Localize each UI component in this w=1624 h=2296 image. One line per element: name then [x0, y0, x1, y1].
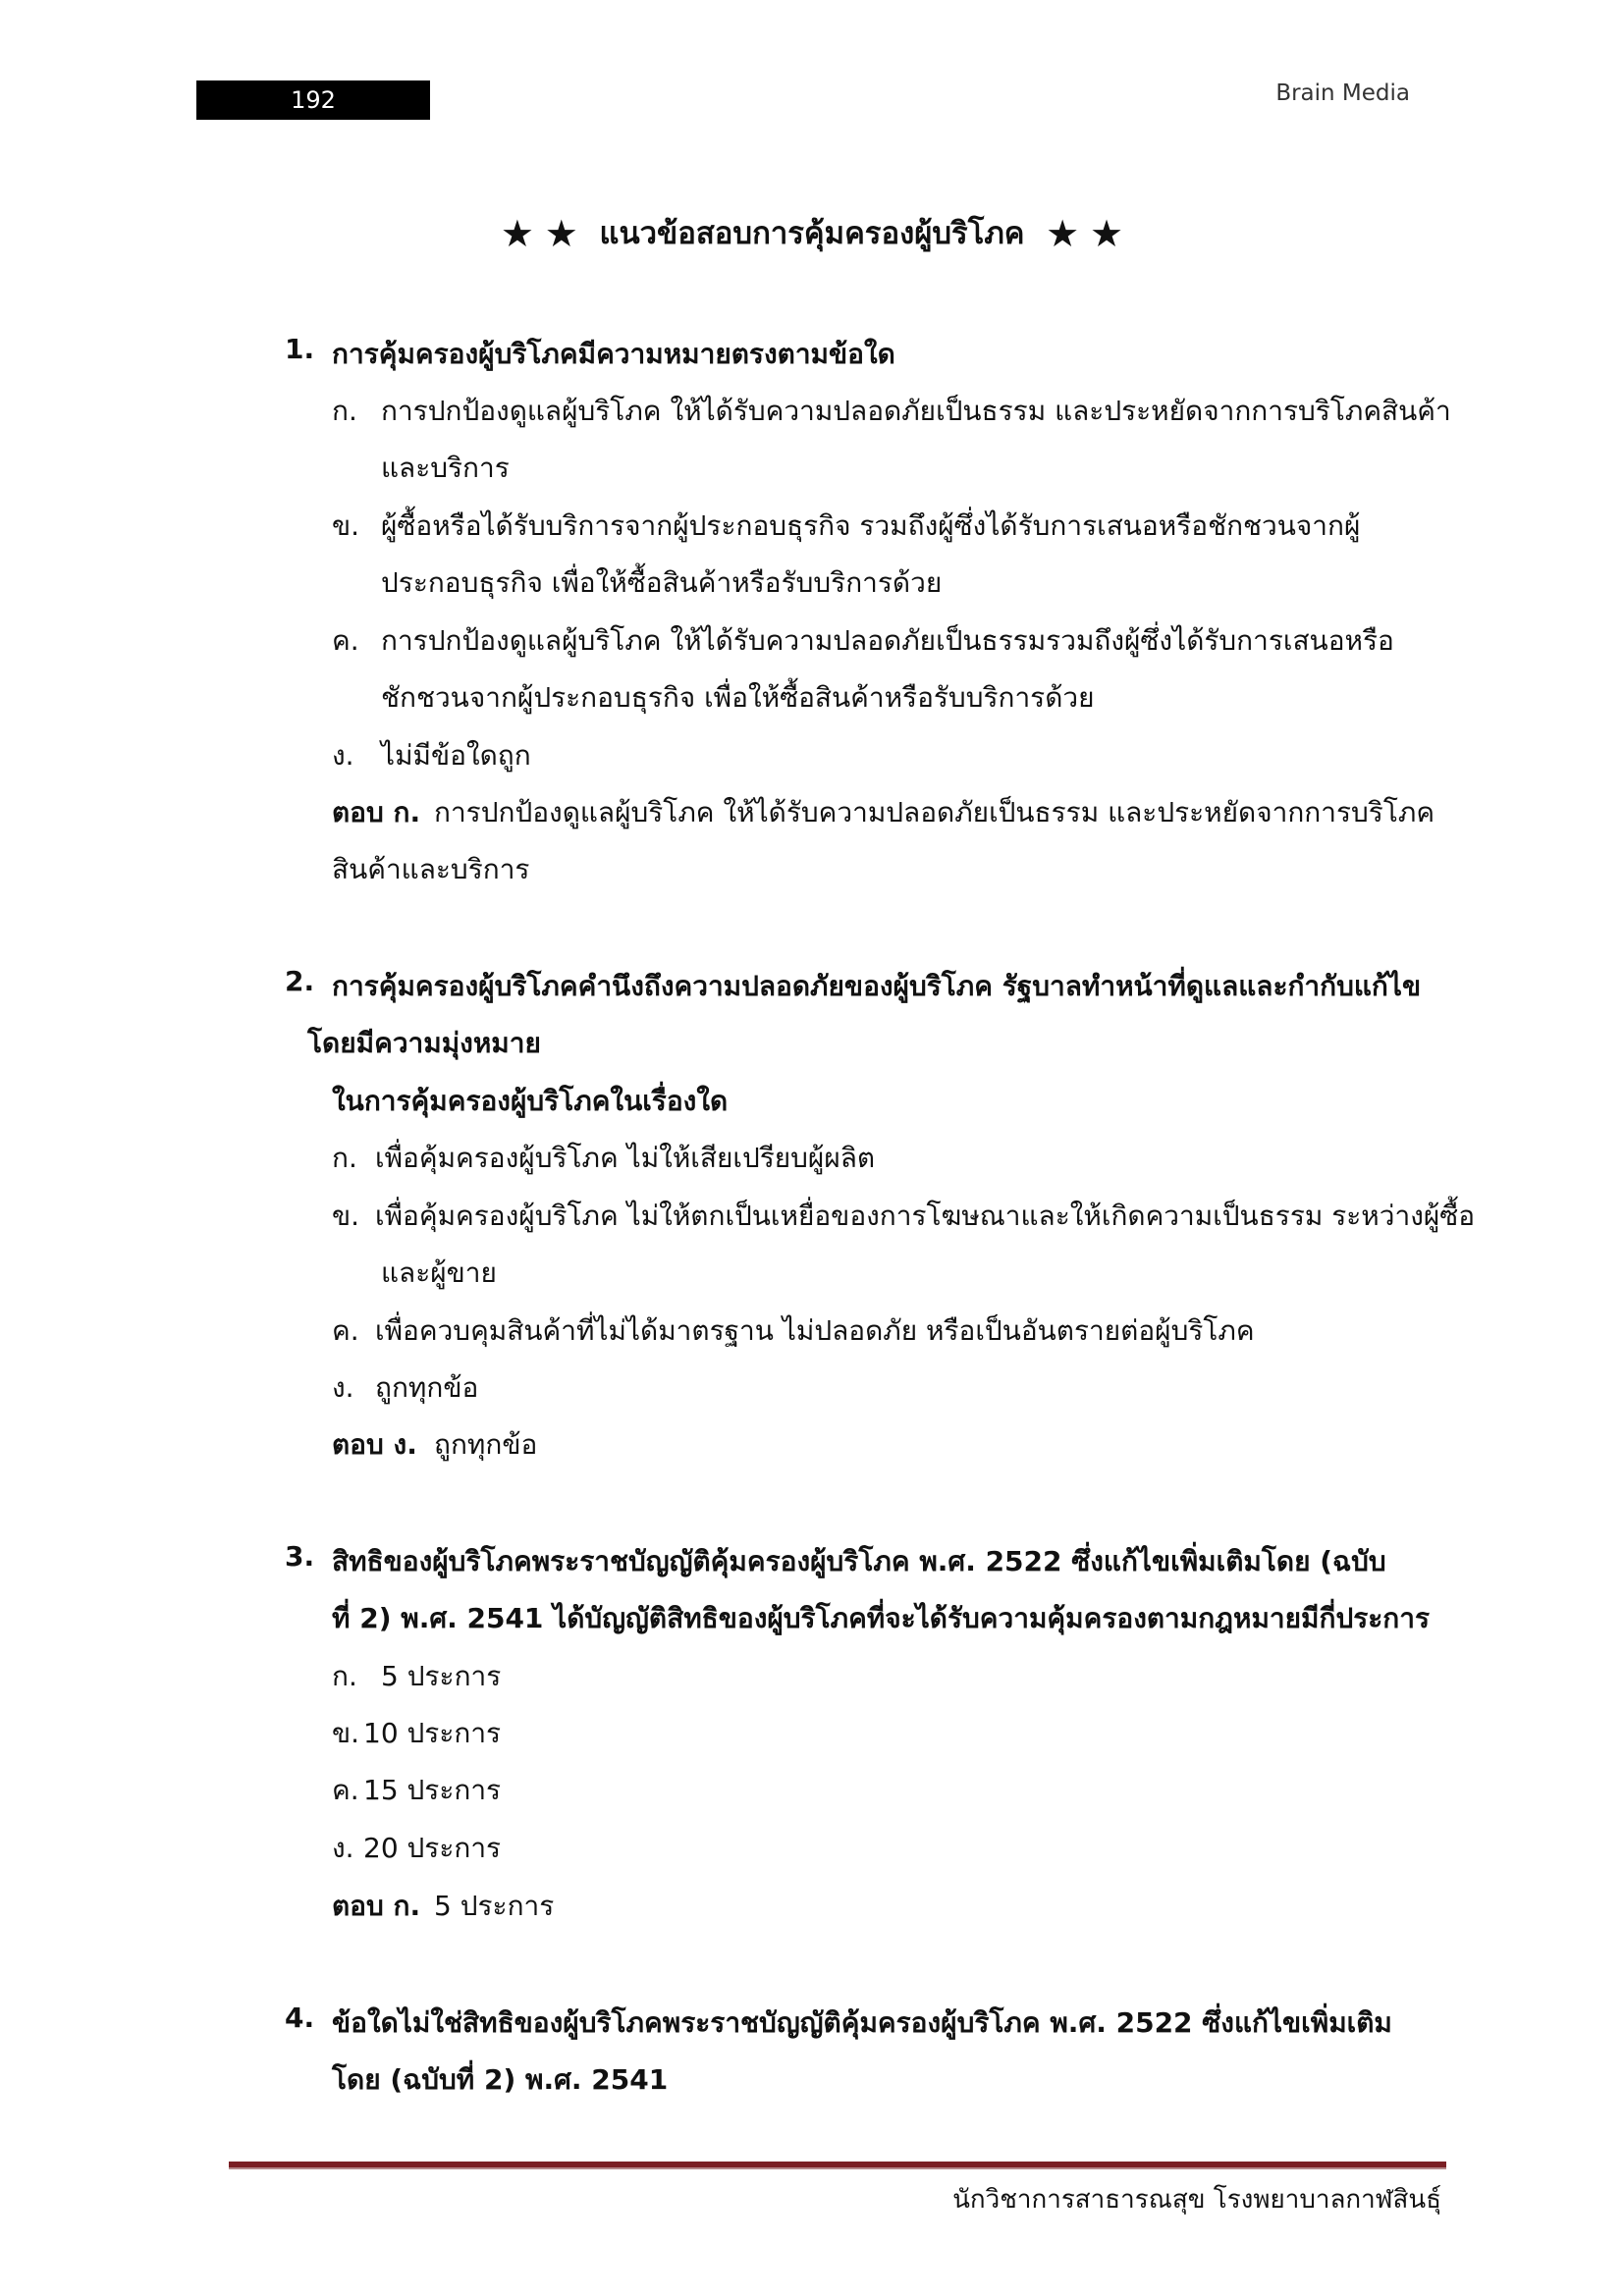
question-number: 3.	[285, 1540, 315, 1573]
star-icon: ★	[1046, 212, 1080, 255]
answer-text: สินค้าและบริการ	[332, 853, 530, 885]
question-text: ข้อใดไม่ใช่สิทธิของผู้บริโภคพระราชบัญญัติคุ้มครองผู้บริโภค พ.ศ. 2522 ซึ่งแก้ไขเพิ่มเติม	[332, 2006, 1392, 2039]
option-label: ก.	[332, 395, 357, 427]
option-text: 5 ประการ	[381, 1660, 502, 1692]
option-text: ถูกทุกข้อ	[375, 1371, 479, 1404]
option-text: เพื่อคุ้มครองผู้บริโภค ไม่ให้ตกเป็นเหยื่อของการโฆษณาและให้เกิดความเป็นธรรม ระหว่างผู้ซื้อ	[375, 1200, 1476, 1232]
option-text: เพื่อควบคุมสินค้าที่ไม่ได้มาตรฐาน ไม่ปลอดภัย หรือเป็นอันตรายต่อผู้บริโภค	[375, 1314, 1255, 1347]
option-label: ง.	[332, 1832, 354, 1864]
option-label: ข.	[332, 509, 360, 542]
star-icon: ★	[544, 212, 578, 255]
option-label: ก.	[332, 1660, 357, 1692]
option-text: การปกป้องดูแลผู้บริโภค ให้ได้รับความปลอดภัยเป็นธรรมรวมถึงผู้ซึ่งได้รับการเสนอหรือ	[381, 624, 1394, 657]
answer-label: ตอบ ก.	[332, 1890, 421, 1922]
option-text: ชักชวนจากผู้ประกอบธุรกิจ เพื่อให้ซื้อสินค้าหรือรับบริการด้วย	[381, 681, 1095, 714]
question-text: ในการคุ้มครองผู้บริโภคในเรื่องใด	[332, 1085, 729, 1117]
brand-name: Brain Media	[1275, 80, 1410, 106]
option-text: ไม่มีข้อใดถูก	[381, 739, 531, 772]
option-text: และบริการ	[381, 452, 510, 484]
footer-text: นักวิชาการสาธารณสุข โรงพยาบาลกาฬสินธุ์	[952, 2185, 1441, 2215]
option-text: และผู้ขาย	[381, 1256, 497, 1289]
question-text: สิทธิของผู้บริโภคพระราชบัญญัติคุ้มครองผู้บริโภค พ.ศ. 2522 ซึ่งแก้ไขเพิ่มเติมโดย (ฉบับ	[332, 1545, 1386, 1577]
star-icon: ★	[1090, 212, 1124, 255]
page-number: 192	[196, 80, 430, 120]
option-text: การปกป้องดูแลผู้บริโภค ให้ได้รับความปลอดภัยเป็นธรรม และประหยัดจากการบริโภคสินค้า	[381, 395, 1451, 427]
option-label: ข.	[332, 1717, 360, 1749]
option-label: ค.	[332, 624, 359, 657]
question-number: 1.	[285, 333, 315, 365]
answer-text: 5 ประการ	[434, 1890, 555, 1922]
option-label: ก.	[332, 1142, 357, 1174]
star-icon: ★	[500, 212, 534, 255]
option-label: ค.	[332, 1314, 359, 1347]
footer-divider	[229, 2162, 1446, 2169]
option-text: ประกอบธุรกิจ เพื่อให้ซื้อสินค้าหรือรับบริการด้วย	[381, 566, 943, 599]
option-text: ผู้ซื้อหรือได้รับบริการจากผู้ประกอบธุรกิจ รวมถึงผู้ซึ่งได้รับการเสนอหรือชักชวนจากผู้	[381, 509, 1361, 542]
option-text: 20 ประการ	[363, 1832, 502, 1864]
option-label: ข.	[332, 1200, 360, 1232]
option-label: ง.	[332, 739, 354, 772]
answer-text: การปกป้องดูแลผู้บริโภค ให้ได้รับความปลอดภัยเป็นธรรม และประหยัดจากการบริโภค	[434, 796, 1435, 828]
question-text: การคุ้มครองผู้บริโภคมีความหมายตรงตามข้อใด	[332, 338, 895, 370]
option-label: ง.	[332, 1371, 354, 1404]
option-text: เพื่อคุ้มครองผู้บริโภค ไม่ให้เสียเปรียบผู้ผลิต	[375, 1142, 876, 1174]
question-number: 4.	[285, 2002, 315, 2034]
answer-label: ตอบ ง.	[332, 1428, 417, 1461]
answer-label: ตอบ ก.	[332, 796, 421, 828]
answer-text: ถูกทุกข้อ	[434, 1428, 538, 1461]
question-number: 2.	[285, 965, 315, 997]
title-text: แนวข้อสอบการคุ้มครองผู้บริโภค	[599, 216, 1025, 251]
option-text: 15 ประการ	[363, 1774, 502, 1806]
question-text: โดย (ฉบับที่ 2) พ.ศ. 2541	[332, 2063, 669, 2096]
option-label: ค.	[332, 1774, 359, 1806]
option-text: 10 ประการ	[363, 1717, 502, 1749]
question-text: การคุ้มครองผู้บริโภคคำนึงถึงความปลอดภัยของผู้บริโภค รัฐบาลทำหน้าที่ดูแลและกำกับแก้ไข	[332, 970, 1422, 1002]
question-text: โดยมีความมุ่งหมาย	[307, 1027, 541, 1059]
question-text: ที่ 2) พ.ศ. 2541 ได้บัญญัติสิทธิของผู้บริโภคที่จะได้รับความคุ้มครองตามกฎหมายมีกี่ประการ	[332, 1602, 1431, 1634]
